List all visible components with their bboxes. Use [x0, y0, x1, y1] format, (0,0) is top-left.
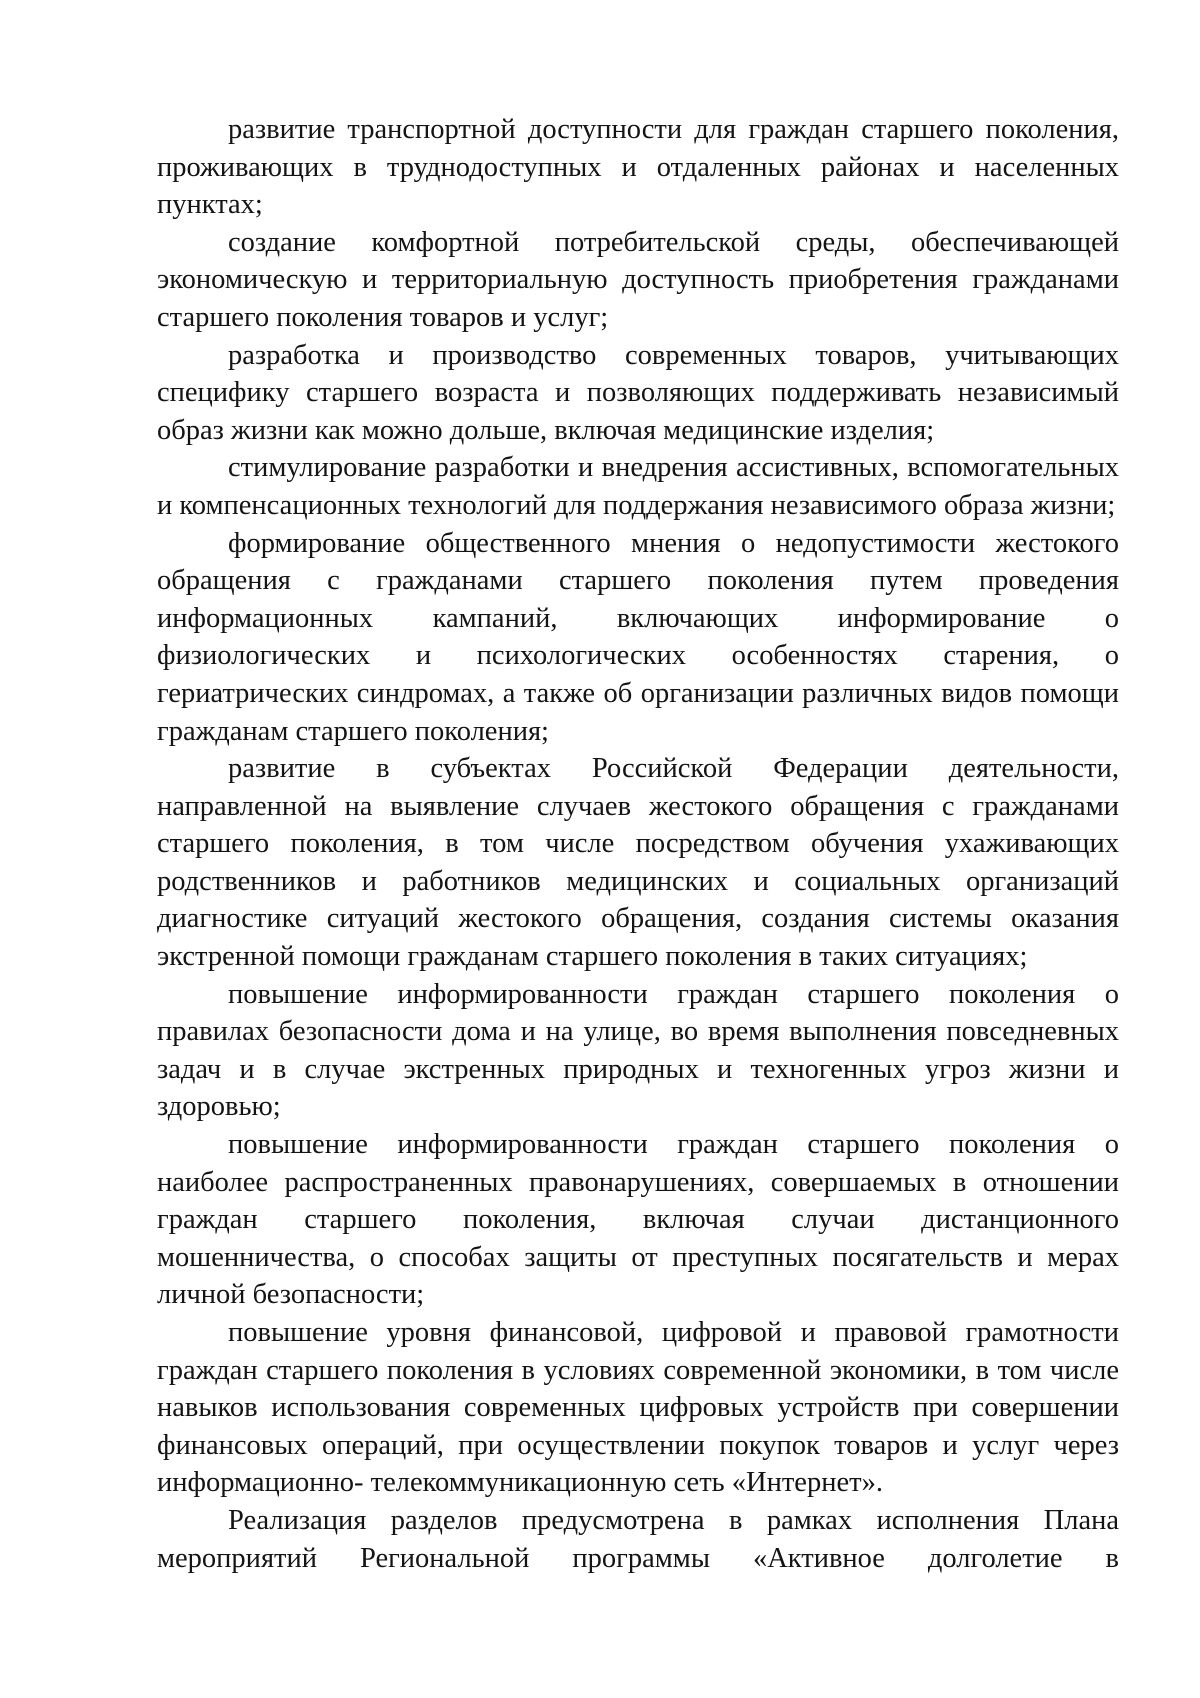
paragraph-public-opinion: формирование общественного мнения о недопустимости жестокого обращения с гражданами старшего поколения путем проведения информационных кампаний, включающих информирование о физиологических и психологических особенностях старения, о гериатрических синдромах, а также об организации различных видов помощи гражданам старшего поколения;	[157, 527, 1119, 747]
paragraph-offense-awareness: повышение информированности граждан старшего поколения о наиболее распространенных правонарушениях, совершаемых в отношении граждан старшего поколения, включая случаи дистанционного мошенничества, о способах защиты от преступных посягательств и мерах личной безопасности;	[157, 1129, 1119, 1311]
body-text	[157, 111, 1119, 1577]
paragraph-transport-access: развитие транспортной доступности для граждан старшего поколения, проживающих в труднодоступных и отдаленных районах и населенных пунктах;	[157, 114, 1119, 221]
paragraph-goods-production: разработка и производство современных товаров, учитывающих специфику старшего возраста и позволяющих поддерживать независимый образ жизни как можно дольше, включая медицинские изделия;	[157, 339, 1119, 446]
paragraph-safety-awareness: повышение информированности граждан старшего поколения о правилах безопасности дома и на улице, во время выполнения повседневных задач и в случае экстренных природных и техногенных угроз жизни и здоровью;	[157, 978, 1119, 1123]
paragraph-consumer-environment: создание комфортной потребительской среды, обеспечивающей экономическую и территориальную доступность приобретения гражданами старшего поколения товаров и услуг;	[157, 226, 1119, 333]
paragraph-literacy: повышение уровня финансовой, цифровой и правовой грамотности граждан старшего поколения в условиях современной экономики, в том числе навыков использования современных цифровых устройств при совершении финансовых операций, при осуществлении покупок товаров и услуг через информационно- телекоммуникационную сеть «Интернет».	[157, 1317, 1119, 1499]
paragraph-implementation: Реализация разделов предусмотрена в рамках исполнения Плана мероприятий Региональной программы «Активное долголетие в	[157, 1504, 1119, 1574]
paragraph-abuse-detection: развитие в субъектах Российской Федерации деятельности, направленной на выявление случаев жестокого обращения с гражданами старшего поколения, в том числе посредством обучения ухаживающих родственников и работников медицинских и социальных организаций диагностике ситуаций жестокого обращения, создания системы оказания экстренной помощи гражданам старшего поколения в таких ситуациях;	[157, 753, 1119, 973]
paragraph-assistive-technologies: стимулирование разработки и внедрения ассистивных, вспомогательных и компенсационных технологий для поддержания независимого образа жизни;	[157, 452, 1119, 521]
